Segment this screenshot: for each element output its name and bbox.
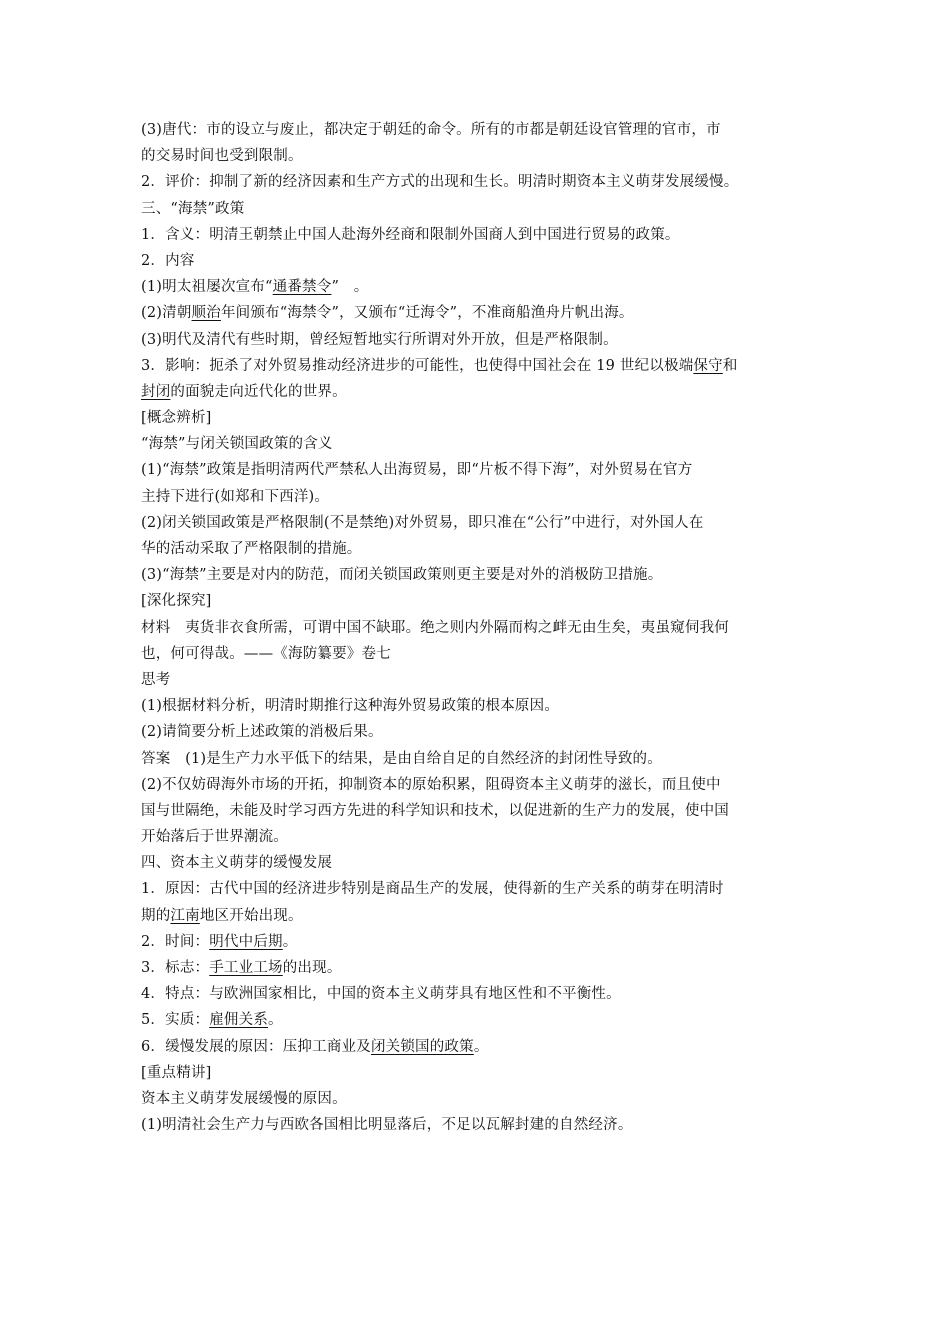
- text-line: [141, 510, 821, 536]
- text-segment: 的面貌走向近代化的世界。: [170, 383, 347, 400]
- text-segment: 6．缓慢发展的原因：压抑工商业及: [141, 1038, 371, 1055]
- text-segment: 和: [722, 357, 738, 374]
- text-segment: (3)唐代：市的设立与废止，都决定于朝廷的命令。所有的市都是朝廷设官管理的官市，市: [141, 122, 721, 138]
- text-line: [141, 693, 821, 719]
- text-line: [141, 955, 821, 981]
- text-segment: 3．影响：扼杀了对外贸易推动经济进步的可能性，也使得中国社会在 19 世纪以极端: [141, 357, 694, 374]
- underlined-answer: 闭关锁国的政策: [370, 1038, 474, 1055]
- text-segment: 国与世隔绝，未能及时学习西方先进的科学知识和技术，以促进新的生产力的发展，使中国: [141, 802, 729, 819]
- text-segment: 的交易时间也受到限制。: [141, 148, 303, 165]
- text-segment: [重点精讲]: [141, 1064, 212, 1081]
- text-line: [141, 1060, 821, 1086]
- text-segment: 材料 夷货非衣食所需，可谓中国不缺耶。绝之则内外隔而构之衅无由生矣，夷虽窥伺我何: [141, 619, 729, 636]
- text-segment: [深化探究]: [141, 593, 212, 610]
- text-line: [141, 641, 821, 667]
- text-line: [141, 353, 821, 379]
- text-line: [141, 981, 821, 1007]
- text-segment: “海禁”与闭关锁国政策的含义: [141, 436, 333, 453]
- text-segment: (2)不仅妨碍海外市场的开拓，抑制资本的原始积累，阻碍资本主义萌芽的滋长，而且使中: [141, 776, 721, 793]
- text-line: [141, 1086, 821, 1112]
- text-segment: (2)请简要分析上述政策的消极后果。: [141, 724, 383, 741]
- text-segment: 四、资本主义萌芽的缓慢发展: [141, 855, 333, 872]
- text-line: [141, 117, 821, 143]
- text-line: [141, 772, 821, 798]
- text-line: [141, 1112, 821, 1138]
- text-line: [141, 876, 821, 902]
- text-line: [141, 143, 821, 169]
- text-segment: 的出现。: [282, 960, 342, 976]
- text-segment: 。: [282, 933, 298, 950]
- text-line: [141, 379, 821, 405]
- text-line: [141, 746, 821, 772]
- text-line: [141, 222, 821, 248]
- text-segment: (2)清朝: [141, 305, 192, 322]
- underlined-answer: 通番禁令: [272, 279, 332, 296]
- text-segment: 。: [473, 1038, 489, 1055]
- text-line: [141, 196, 821, 222]
- text-segment: 地区开始出现。: [199, 907, 303, 924]
- text-segment: 2．评价：抑制了新的经济因素和生产方式的出现和生长。明清时期资本主义萌芽发展缓慢。: [141, 174, 739, 191]
- text-segment: (2)闭关锁国政策是严格限制(不是禁绝)对外贸易，即只准在“公行”中进行，对外国人在: [141, 514, 704, 531]
- text-line: [141, 327, 821, 353]
- text-segment: 开始落后于世界潮流。: [141, 829, 288, 846]
- text-segment: 也，何可得哉。——《海防纂要》卷七: [141, 645, 391, 662]
- text-line: [141, 667, 821, 693]
- underlined-answer: 封闭: [141, 383, 171, 400]
- text-segment: 1．含义：明清王朝禁止中国人赴海外经商和限制外国商人到中国进行贸易的政策。: [141, 226, 680, 243]
- text-segment: (1)“海禁”政策是指明清两代严禁私人出海贸易，即“片板不得下海”，对外贸易在官方: [141, 462, 693, 479]
- text-line: [141, 929, 821, 955]
- text-segment: 华的活动采取了严格限制的措施。: [141, 541, 362, 557]
- text-segment: 年间颁布“海禁令”，又颁布“迁海令”，不准商船渔舟片帆出海。: [220, 305, 634, 322]
- text-line: [141, 562, 821, 588]
- text-line: [141, 824, 821, 850]
- text-segment: 资本主义萌芽发展缓慢的原因。: [141, 1090, 347, 1107]
- document-body: [141, 117, 821, 1138]
- underlined-answer: 明代中后期: [209, 933, 283, 950]
- text-segment: 2．内容: [141, 252, 195, 269]
- underlined-answer: 保守: [693, 357, 723, 374]
- text-segment: 三、“海禁”政策: [141, 200, 245, 217]
- text-segment: 期的: [141, 907, 171, 924]
- text-line: [141, 274, 821, 300]
- text-line: [141, 903, 821, 929]
- text-line: [141, 536, 821, 562]
- text-segment: 5．实质：: [141, 1012, 210, 1029]
- text-line: [141, 405, 821, 431]
- text-line: [141, 850, 821, 876]
- text-segment: (1)明太祖屡次宣布“: [141, 279, 273, 296]
- text-segment: 3．标志：: [141, 960, 210, 976]
- text-line: [141, 457, 821, 483]
- text-line: [141, 1007, 821, 1033]
- underlined-answer: 顺治: [191, 305, 221, 322]
- text-segment: 答案 (1)是生产力水平低下的结果，是由自给自足的自然经济的封闭性导致的。: [141, 750, 662, 767]
- text-segment: ” 。: [331, 279, 369, 296]
- text-line: [141, 169, 821, 195]
- text-segment: [概念辨析]: [141, 410, 212, 427]
- underlined-answer: 雇佣关系: [209, 1012, 269, 1029]
- text-segment: 思考: [141, 671, 171, 688]
- text-segment: 主持下进行(如郑和下西洋)。: [141, 488, 330, 505]
- text-line: [141, 588, 821, 614]
- text-segment: 1．原因：古代中国的经济进步特别是商品生产的发展，使得新的生产关系的萌芽在明清时: [141, 881, 724, 898]
- underlined-answer: 江南: [170, 907, 200, 924]
- text-line: [141, 1034, 821, 1060]
- text-line: [141, 484, 821, 510]
- text-line: [141, 798, 821, 824]
- text-segment: (3)明代及清代有些时期，曾经短暂地实行所谓对外开放，但是严格限制。: [141, 331, 618, 348]
- text-line: [141, 248, 821, 274]
- text-line: [141, 431, 821, 457]
- underlined-answer: 手工业工场: [209, 960, 283, 976]
- text-segment: (1)明清社会生产力与西欧各国相比明显落后，不足以瓦解封建的自然经济。: [141, 1117, 633, 1134]
- text-segment: 。: [268, 1012, 283, 1029]
- text-segment: 4．特点：与欧洲国家相比，中国的资本主义萌芽具有地区性和不平衡性。: [141, 986, 621, 1003]
- text-segment: 2．时间：: [141, 933, 210, 950]
- text-line: [141, 719, 821, 745]
- text-line: [141, 615, 821, 641]
- text-line: [141, 300, 821, 326]
- text-segment: (3)“海禁”主要是对内的防范，而闭关锁国政策则更主要是对外的消极防卫措施。: [141, 567, 663, 584]
- text-segment: (1)根据材料分析，明清时期推行这种海外贸易政策的根本原因。: [141, 698, 560, 715]
